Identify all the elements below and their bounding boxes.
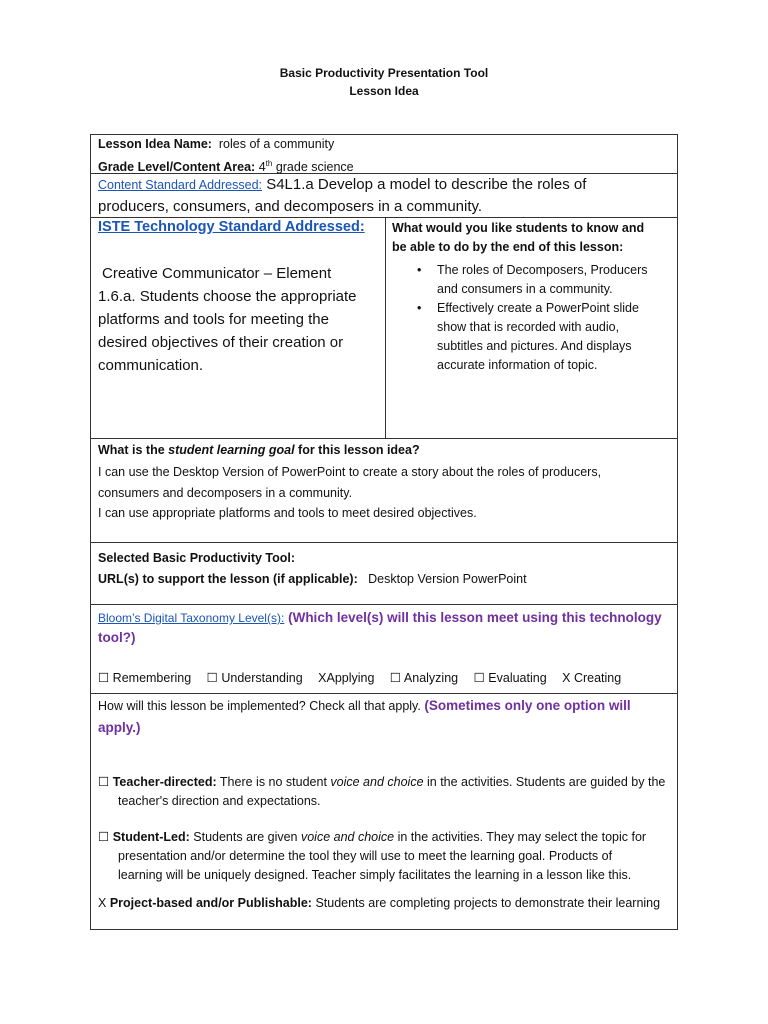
student-led-line3: learning will be uniquely designed. Teacher simply facilitates the learning in a lesson like this. (118, 868, 632, 882)
iste-line: desired objectives of their creation or (98, 334, 344, 351)
implementation-note: (Sometimes only one option will (424, 698, 631, 713)
teacher-directed-label: Teacher-directed: (112, 775, 217, 789)
student-led-label: Student-Led: (112, 830, 190, 844)
student-led-checkbox[interactable]: ☐ (98, 830, 110, 844)
project-based-text: Students are completing projects to demonstrate their learning (315, 896, 661, 910)
learning-goal-text (98, 462, 672, 524)
productivity-tool-row (91, 543, 677, 605)
learning-goal-row (91, 439, 677, 543)
goal-question-emphasis: student learning goal (168, 443, 295, 457)
learning-goal-question (98, 441, 672, 460)
bloom-option-remembering[interactable]: ☐ Remembering (98, 671, 192, 685)
document-subtitle: Lesson Idea (349, 84, 419, 98)
objective-item: • The roles of Decomposers, Producers and consumers in a community. (417, 261, 667, 299)
implementation-question-text: How will this lesson be implemented? Check all that apply. (98, 699, 421, 713)
grade-subject: grade science (275, 160, 354, 175)
goal-question-post: for this lesson idea? (294, 443, 420, 457)
bloom-question-text2: tool?) (98, 630, 136, 645)
iste-line: Creative Communicator – Element (102, 265, 332, 282)
url-label: URL(s) to support the lesson (if applicable): (98, 572, 358, 586)
content-standard-line2: producers, consumers, and decomposers in a community. (98, 198, 483, 215)
option-student-led (98, 828, 672, 885)
objectives-question-line: be able to do by the end of this lesson: (392, 240, 624, 254)
url-line (98, 570, 672, 589)
bloom-question (98, 608, 672, 648)
lesson-name-label: Lesson Idea Name: (98, 137, 212, 151)
iste-line: platforms and tools for meeting the (98, 311, 329, 328)
teacher-directed-checkbox[interactable]: ☐ (98, 775, 110, 789)
grade-suffix: th (265, 159, 273, 168)
grade-number: 4 (258, 160, 266, 175)
iste-line: communication. (98, 357, 204, 374)
option-teacher-directed (98, 773, 672, 811)
grade-level-label: Grade Level/Content Area: (98, 160, 256, 175)
document-title: Basic Productivity Presentation Tool (279, 66, 489, 80)
teacher-directed-text: There is no student (219, 775, 331, 789)
goal-line: I can use appropriate platforms and tools to meet desired objectives. (98, 506, 477, 520)
bloom-option-evaluating[interactable]: ☐ Evaluating (473, 671, 547, 685)
teacher-directed-text2: in the activities. Students are guided by the (423, 775, 666, 789)
lesson-name-line (98, 135, 668, 154)
lesson-info-row (91, 135, 677, 174)
tool-label: Selected Basic Productivity Tool: (98, 551, 296, 565)
iste-objectives-row (91, 218, 677, 439)
implementation-question (98, 695, 672, 739)
iste-standard-text (98, 262, 380, 377)
column-divider (385, 218, 386, 438)
bloom-taxonomy-row (91, 605, 677, 694)
bloom-label: Bloom’s Digital Taxonomy Level(s): (98, 611, 285, 625)
bloom-levels (98, 670, 633, 685)
bloom-option-creating[interactable]: X Creating (562, 671, 622, 685)
goal-line: I can use the Desktop Version of PowerPoint to create a story about the roles of producers, (98, 465, 602, 479)
bloom-option-understanding[interactable]: ☐ Understanding (206, 671, 303, 685)
iste-standard-label: ISTE Technology Standard Addressed: (98, 219, 365, 235)
url-value: Desktop Version PowerPoint (368, 572, 527, 586)
objectives-list (417, 261, 667, 375)
objectives-question (392, 219, 674, 257)
teacher-directed-emphasis: voice and choice (330, 775, 424, 789)
project-based-label: Project-based and/or Publishable: (109, 896, 312, 910)
content-standard-label: Content Standard Addressed: (98, 178, 263, 192)
implementation-row (91, 694, 677, 931)
bloom-option-applying[interactable]: XApplying (318, 671, 375, 685)
student-led-emphasis: voice and choice (300, 830, 395, 844)
content-standard-row (91, 174, 677, 218)
content-standard-line1 (98, 174, 673, 196)
project-based-checkbox[interactable]: X (98, 896, 107, 910)
bloom-option-analyzing[interactable]: ☐ Analyzing (389, 671, 459, 685)
option-project-based (98, 894, 672, 913)
objectives-question-line: What would you like students to know and (392, 221, 645, 235)
implementation-note2: apply.) (98, 720, 141, 735)
teacher-directed-line2: teacher's direction and expectations. (118, 794, 321, 808)
content-standard-text1: S4L1.a Develop a model to describe the roles of (266, 176, 587, 193)
iste-line: 1.6.a. Students choose the appropriate (98, 288, 357, 305)
lesson-name-value: roles of a community (218, 137, 335, 151)
bloom-question-text: (Which level(s) will this lesson meet using this technology (288, 610, 662, 625)
student-led-line2: presentation and/or determine the tool they will use to meet the learning goal. Products of (118, 849, 613, 863)
lesson-table (90, 134, 678, 930)
objective-item: • Effectively create a PowerPoint slide show that is recorded with audio, subtitles and pictures. And displays accurate information of topic. (417, 299, 667, 375)
student-led-text2: in the activities. They may select the topic for (394, 830, 647, 844)
goal-question-pre: What is the (98, 443, 169, 457)
student-led-text: Students are given (193, 830, 301, 844)
goal-line: consumers and decomposers in a community. (98, 485, 353, 500)
